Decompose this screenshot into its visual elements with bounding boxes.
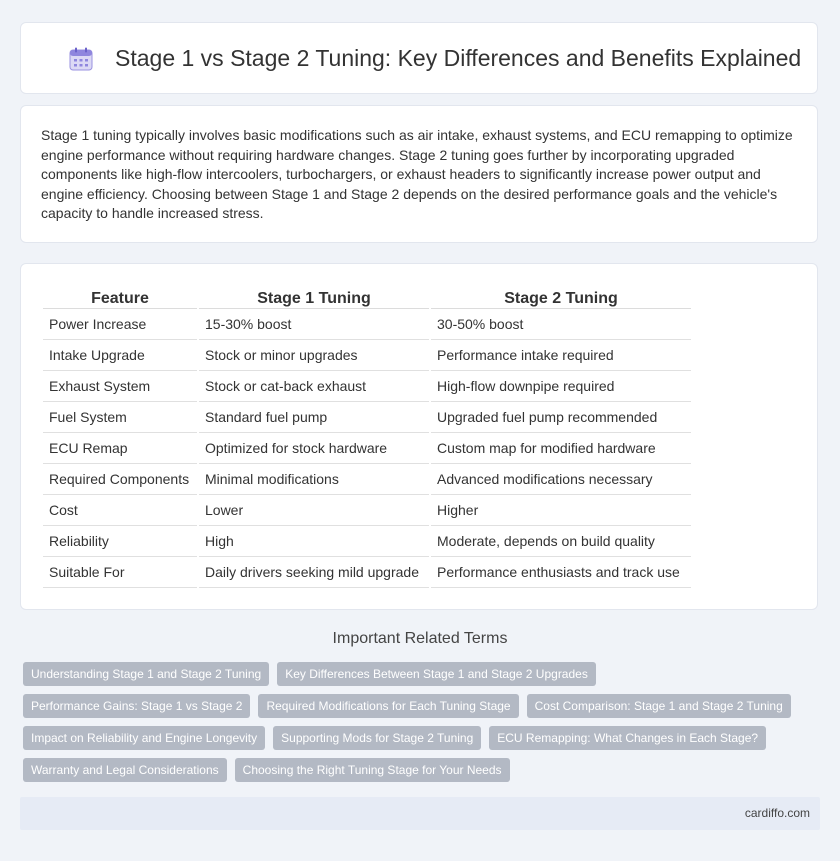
related-term-tag[interactable]: Performance Gains: Stage 1 vs Stage 2 [23,694,250,718]
related-term-tag[interactable]: Choosing the Right Tuning Stage for Your Needs [235,758,510,782]
table-cell: Daily drivers seeking mild upgrade [199,557,429,588]
table-cell: Custom map for modified hardware [431,433,691,464]
related-term-tag[interactable]: Required Modifications for Each Tuning Stage [258,694,518,718]
header-stage-2: Stage 2 Tuning [431,284,691,309]
related-term-tag[interactable]: Understanding Stage 1 and Stage 2 Tuning [23,662,269,686]
table-row [43,433,691,464]
header-card [20,22,818,94]
table-row [43,557,691,588]
table-cell: High-flow downpipe required [431,371,691,402]
intro-card [20,105,818,243]
table-cell: Standard fuel pump [199,402,429,433]
table-header-row [43,284,691,309]
table-row [43,495,691,526]
related-terms-title: Important Related Terms [332,630,508,647]
table-cell: High [199,526,429,557]
table-cell: Performance intake required [431,340,691,371]
table-cell: Cost [43,495,197,526]
intro-paragraph: Stage 1 tuning typically involves basic modifications such as air intake, exhaust systems, and ECU remapping to optimize engine performance without requiring hardware changes. Stage 2 tuning goes further by incorporating upgraded components like high-flow intercoolers, turbochargers, or exhaust headers to significantly increase power output and engine efficiency. Choosing between Stage 1 and Stage 2 depends on the desired performance goals and the vehicle's capacity to handle increased stress. [41,127,793,222]
page-title: Stage 1 vs Stage 2 Tuning: Key Differences and Benefits Explained [115,45,802,71]
table-cell: Performance enthusiasts and track use [431,557,691,588]
table-row [43,340,691,371]
related-term-tag[interactable]: Key Differences Between Stage 1 and Stage 2 Upgrades [277,662,596,686]
table-cell: Required Components [43,464,197,495]
footer [20,797,820,830]
related-term-tag[interactable]: Cost Comparison: Stage 1 and Stage 2 Tuning [527,694,791,718]
table-cell: Reliability [43,526,197,557]
table-row [43,402,691,433]
related-term-tag[interactable]: Warranty and Legal Considerations [23,758,227,782]
table-row [43,526,691,557]
table-cell: Minimal modifications [199,464,429,495]
table-cell: Stock or cat-back exhaust [199,371,429,402]
comparison-table-card [20,263,818,610]
table-cell: Suitable For [43,557,197,588]
related-term-tag[interactable]: Impact on Reliability and Engine Longevity [23,726,265,750]
footer-site-link[interactable]: cardiffo.com [744,806,810,820]
related-term-tag[interactable]: Supporting Mods for Stage 2 Tuning [273,726,481,750]
table-row [43,309,691,340]
table-cell: 30-50% boost [431,309,691,340]
calendar-icon [68,46,94,72]
table-cell: ECU Remap [43,433,197,464]
related-terms-list [23,662,823,782]
table-cell: Fuel System [43,402,197,433]
table-cell: Optimized for stock hardware [199,433,429,464]
related-term-tag[interactable]: ECU Remapping: What Changes in Each Stage? [489,726,766,750]
table-cell: Intake Upgrade [43,340,197,371]
header-feature: Feature [43,284,197,309]
table-row [43,464,691,495]
table-cell: Advanced modifications necessary [431,464,691,495]
table-cell: Stock or minor upgrades [199,340,429,371]
comparison-table [41,284,693,588]
table-cell: 15-30% boost [199,309,429,340]
table-cell: Exhaust System [43,371,197,402]
table-cell: Lower [199,495,429,526]
table-row [43,371,691,402]
table-cell: Moderate, depends on build quality [431,526,691,557]
table-cell: Upgraded fuel pump recommended [431,402,691,433]
table-cell: Higher [431,495,691,526]
header-stage-1: Stage 1 Tuning [199,284,429,309]
table-cell: Power Increase [43,309,197,340]
